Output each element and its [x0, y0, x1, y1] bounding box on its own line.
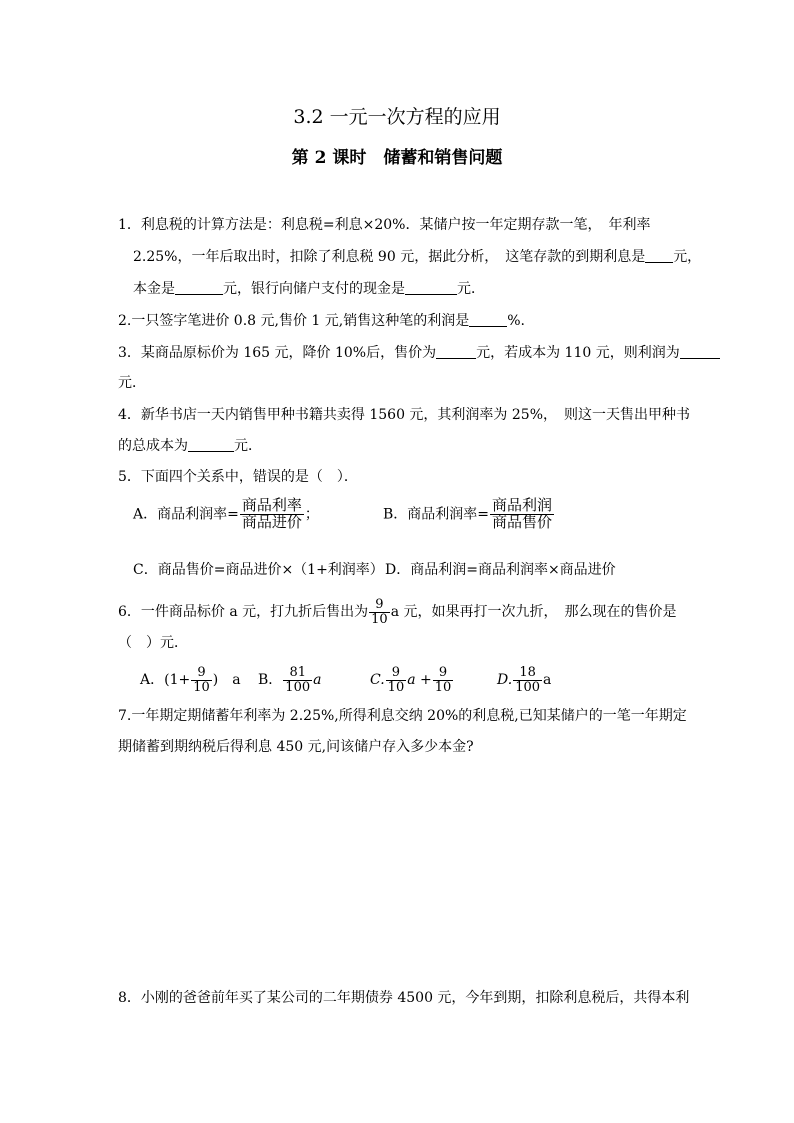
q6-nine-tenths-fraction: $\frac{9}{10}$ — [371, 596, 388, 627]
q6-line1: 6．一件商品标价 a 元，打九折后售出为 $\frac{9}{10}$ a 元，如果再打一次九折， 那么现在的售价是 — [118, 596, 677, 627]
q2-line: 2.一只签字笔进价 0.8 元,售价 1 元,销售这种笔的利润是 %. — [118, 313, 525, 329]
lesson-subtitle: 第 2 课时 储蓄和销售问题 — [291, 148, 503, 168]
q6-option-c: C. $\frac{9}{10}$ a + $\frac{9}{10}$ — [370, 664, 452, 695]
q5-option-a-fraction: $\frac{\text{商品利率}}{\text{商品进价}}$ — [241, 496, 302, 531]
q7-line2: 期储蓄到期纳税后得利息 450 元,问该储户存入多少本金? — [118, 739, 474, 755]
q6-option-a: A．(1+ $\frac{9}{10}$ ) a — [140, 664, 241, 695]
q5-option-b-fraction: $\frac{\text{商品利润}}{\text{商品售价}}$ — [492, 496, 553, 531]
q1-line3: 本金是 元，银行向储户支付的现金是 元． — [133, 281, 485, 297]
q5-option-a: A．商品利润率= $\frac{\text{商品利率}}{\text{商品进价}}$ ； — [133, 496, 319, 531]
q6-option-d: D. $\frac{18}{100}$ a — [497, 664, 552, 695]
q1-blank-interest[interactable] — [645, 248, 673, 263]
q5-option-c: C．商品售价=商品进价×（1+利润率） — [133, 562, 384, 578]
q1-line1: 1．利息税的计算方法是：利息税=利息×20%．某储户按一年定期存款一笔， 年利率 — [118, 217, 651, 233]
q4-line2: 的总成本为 元． — [118, 438, 262, 454]
q5-stem: 5．下面四个关系中，错误的是（ ）． — [118, 469, 358, 485]
q1-blank-cash[interactable] — [405, 280, 457, 295]
q1-line2: 2.25%，一年后取出时，扣除了利息税 90 元，据此分析， 这笔存款的到期利息是 元， — [133, 249, 702, 265]
q3-line2: 元． — [118, 375, 146, 391]
q4-blank-cost[interactable] — [188, 437, 234, 452]
q3-line1: 3．某商品原标价为 165 元，降价 10%后，售价为 元，若成本为 110 元，则利润为 — [118, 343, 720, 363]
q5-option-b: B．商品利润率= $\frac{\text{商品利润}}{\text{商品售价}}$ — [383, 496, 553, 531]
q6-option-b: B． $\frac{81}{100}$ a — [258, 664, 322, 695]
q4-line1: 4．新华书店一天内销售甲种书籍共卖得 1560 元，其利润率为 25%， 则这一天售出甲种书 — [118, 407, 691, 423]
q5-option-d: D．商品利润=商品利润率×商品进价 — [385, 562, 616, 578]
q3-blank-price[interactable] — [436, 344, 476, 359]
q1-blank-principal[interactable] — [175, 280, 223, 295]
q6-line2: （ ）元． — [118, 635, 188, 651]
q2-blank-profit[interactable] — [469, 312, 507, 327]
q7-line1: 7.一年期定期储蓄年利率为 2.25%,所得利息交纳 20%的利息税,已知某储户的一笔一年期定 — [118, 708, 687, 724]
q8-line1: 8．小刚的爸爸前年买了某公司的二年期债券 4500 元，今年到期，扣除利息税后，共得本利 — [118, 990, 690, 1006]
page-title: 3.2 一元一次方程的应用 — [293, 106, 501, 128]
q3-blank-profit[interactable] — [680, 344, 720, 359]
